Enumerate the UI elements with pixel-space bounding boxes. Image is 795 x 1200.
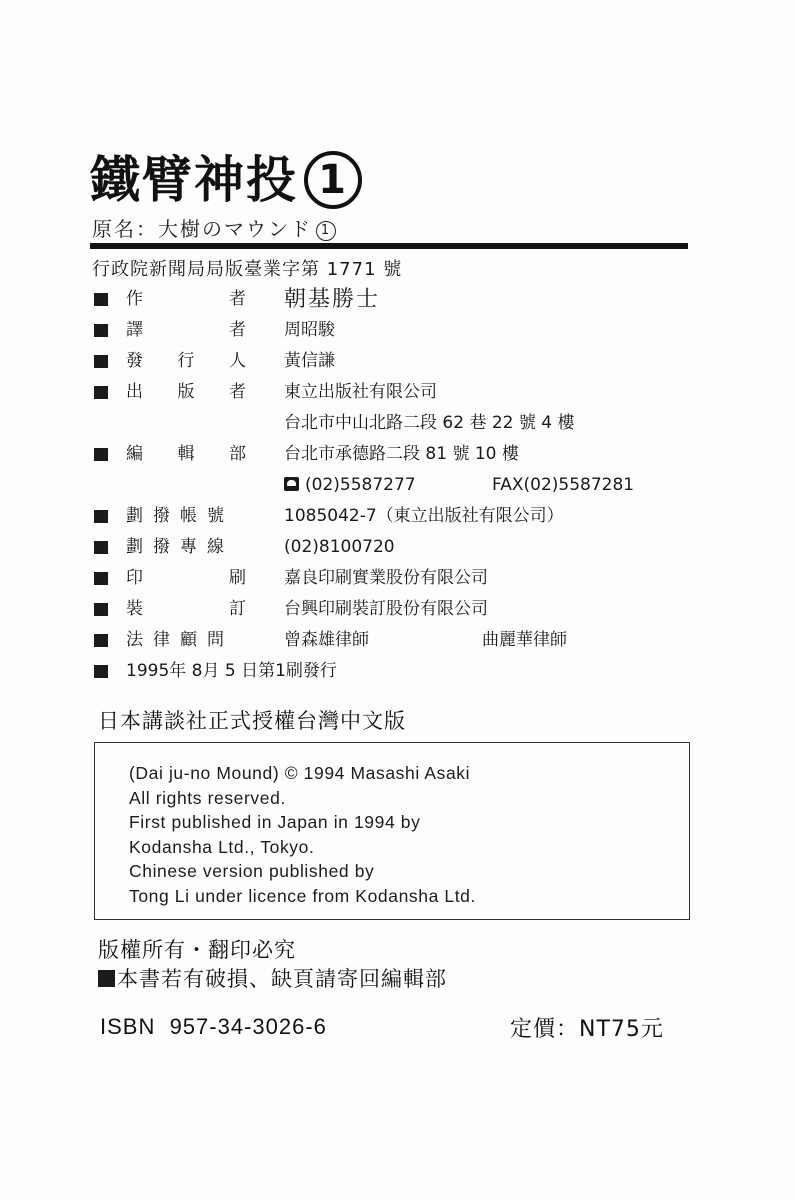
- bullet-square-icon: [94, 293, 108, 306]
- credit-value-secondary: 曲麗華律師: [482, 630, 567, 650]
- book-title: [90, 150, 362, 210]
- copyright-line: (Dai ju-no Mound) © 1994 Masashi Asaki: [129, 763, 471, 783]
- original-title: [92, 213, 336, 242]
- credit-row-giro-account: [92, 501, 712, 532]
- price: 定價：NT75元: [510, 1017, 664, 1042]
- bullet-square-icon: [94, 386, 108, 399]
- copyright-line: Chinese version published by: [129, 861, 375, 881]
- copyright-line: All rights reserved.: [129, 787, 286, 808]
- original-volume-badge: 1: [316, 221, 336, 241]
- credit-value: 台興印刷裝訂股份有限公司: [284, 599, 488, 619]
- credit-row-publication-date: [92, 656, 712, 687]
- credit-label: 發 行 人: [126, 351, 246, 371]
- book-title-text: 鐵臂神投: [90, 151, 298, 209]
- credit-row-giro-line: [92, 532, 712, 563]
- license-number: 行政院新聞局局版臺業字第 1771 號: [92, 259, 403, 280]
- credit-label: 作 者: [126, 289, 246, 309]
- phone-number: (02)5587277: [305, 475, 416, 495]
- credit-value: 1085042-7（東立出版社有限公司）: [284, 506, 564, 526]
- credit-value: 周昭駿: [284, 320, 335, 340]
- publisher-address: 台北市中山北路二段 62 巷 22 號 4 樓: [284, 413, 575, 433]
- credit-label: 譯 者: [126, 320, 246, 340]
- volume-badge: 1: [304, 151, 362, 209]
- divider-rule: [90, 243, 688, 249]
- bullet-square-icon: [94, 541, 108, 554]
- bullet-square-icon: [94, 448, 108, 461]
- authorization-statement: 日本講談社正式授權台灣中文版: [98, 709, 406, 733]
- bullet-square-icon: [94, 572, 108, 585]
- credit-label: 編 輯 部: [126, 444, 246, 464]
- credit-label: 劃 撥 專 線: [126, 537, 224, 557]
- credit-row-binding: [92, 594, 712, 625]
- credit-row-publisher: [92, 377, 712, 408]
- credit-row-printing: [92, 563, 712, 594]
- bullet-square-icon: [94, 510, 108, 523]
- credit-row-translator: [92, 315, 712, 346]
- credit-row-publisher-address: [92, 408, 712, 439]
- credit-row-legal: [92, 625, 712, 656]
- editorial-address: 台北市承德路二段 81 號 10 樓: [284, 444, 519, 464]
- bullet-square-icon: [94, 634, 108, 647]
- credit-value: 東立出版社有限公司: [284, 382, 437, 402]
- credit-row-issuer: [92, 346, 712, 377]
- credit-label: 出 版 者: [126, 382, 246, 402]
- copyright-line: Tong Li under licence from Kodansha Ltd.: [129, 885, 476, 906]
- isbn: ISBN 957-34-3026-6: [100, 1014, 327, 1039]
- credit-value: 嘉良印刷實業股份有限公司: [284, 568, 488, 588]
- credit-label: 法 律 顧 問: [126, 630, 224, 650]
- credit-row-editorial: [92, 439, 712, 470]
- copyright-box: [94, 742, 690, 920]
- credit-value: 朝基勝士: [284, 287, 381, 312]
- bullet-square-icon: [94, 355, 108, 368]
- publication-date: 1995年 8月 5 日第1刷發行: [126, 661, 337, 681]
- contact-numbers: [284, 470, 416, 501]
- credit-label: 劃 撥 帳 號: [126, 506, 224, 526]
- credit-label: 裝 訂: [126, 599, 246, 619]
- original-title-text: 原名：大樹のマウンド: [92, 217, 312, 241]
- credit-row-contact: [92, 470, 712, 501]
- credit-value: 黃信謙: [284, 351, 335, 371]
- bullet-square-icon: [94, 603, 108, 616]
- copyright-line: First published in Japan in 1994 by: [129, 812, 421, 832]
- copyright-line: Kodansha Ltd., Tokyo.: [129, 836, 315, 857]
- bullet-square-icon: [94, 665, 108, 678]
- credits-list: [92, 284, 712, 687]
- bullet-square-icon: [94, 324, 108, 337]
- damage-notice: [98, 963, 447, 993]
- fax-number: FAX(02)5587281: [492, 475, 635, 495]
- bullet-square-icon: [98, 970, 115, 987]
- damage-notice-text: 本書若有破損、缺頁請寄回編輯部: [117, 967, 447, 991]
- credit-value: (02)8100720: [284, 537, 395, 557]
- credit-row-author: [92, 284, 712, 315]
- rights-notice: 版權所有・翻印必究: [98, 938, 296, 962]
- telephone-icon: [284, 477, 299, 491]
- credit-value: 曾森雄律師: [284, 630, 369, 650]
- credit-label: 印 刷: [126, 568, 246, 588]
